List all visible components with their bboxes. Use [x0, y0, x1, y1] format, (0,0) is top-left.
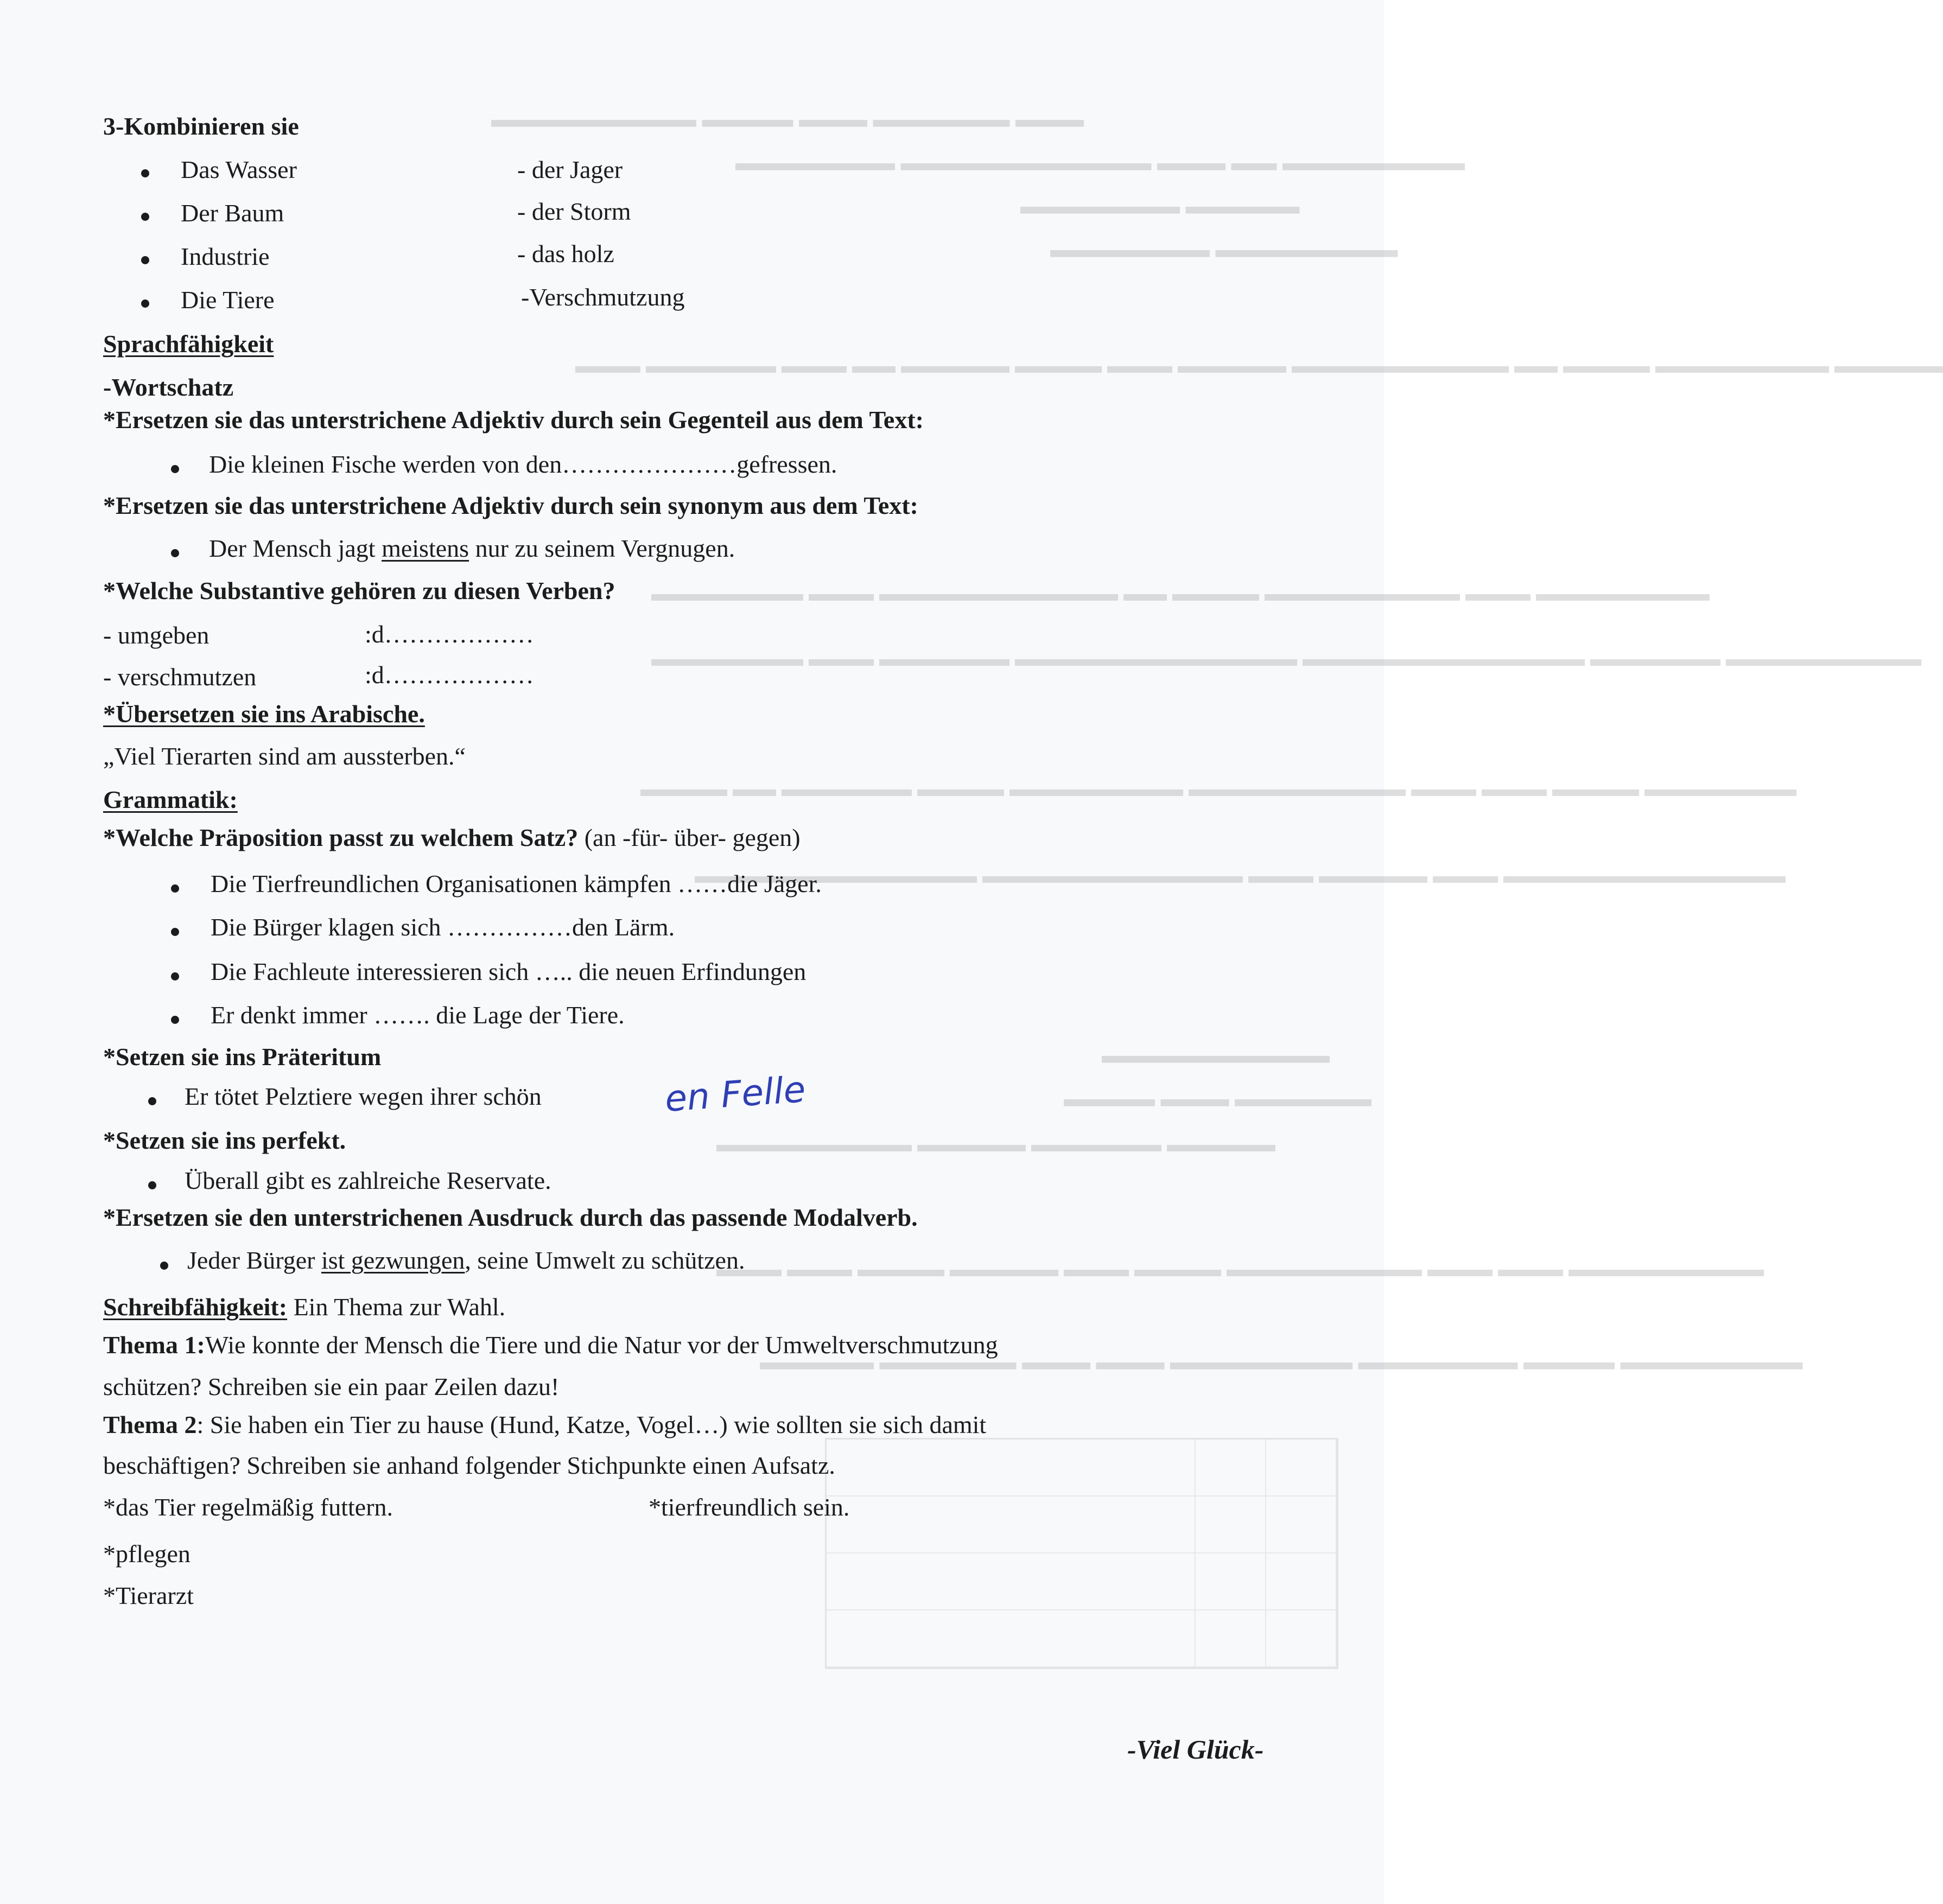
- keyword-point: *das Tier regelmäßig futtern.: [103, 1493, 393, 1521]
- bullet-icon: [141, 256, 149, 264]
- match-left-item: Der Baum: [181, 199, 284, 227]
- match-left-item: Industrie: [181, 243, 270, 270]
- bullet-icon: [171, 549, 179, 557]
- question-translate: *Übersetzen sie ins Arabische.: [103, 700, 425, 728]
- question-item: Die Fachleute interessieren sich ….. die neuen Erfindungen: [211, 958, 807, 985]
- underlined-word: meistens: [382, 534, 469, 562]
- bullet-icon: [141, 169, 149, 177]
- question-modalverb: *Ersetzen sie den unterstrichenen Ausdruck durch das passende Modalverb.: [103, 1203, 918, 1231]
- section-heading-schreib: Schreibfähigkeit: Ein Thema zur Wahl.: [103, 1293, 506, 1321]
- bullet-icon: [171, 465, 179, 473]
- question-perfekt: *Setzen sie ins perfekt.: [103, 1126, 346, 1154]
- show-through-background: ▬▬▬ ▬▬▬▬▬▬ ▬▬▬ ▬▬▬▬ ▬▬▬▬▬▬▬▬▬ ▬▬▬▬▬▬▬▬ ▬▬ ▬▬▬ ▬▬▬▬▬▬▬▬▬▬▬ ▬▬▬▬▬▬▬ ▬▬▬▬▬ ▬▬▬▬▬▬▬ ▬▬▬▬▬▬▬▬ ▬▬▬▬▬▬▬ ▬▬▬▬▬ ▬▬▬▬▬▬▬▬ ▬▬▬▬ ▬▬ ▬▬▬▬▬▬▬▬▬▬ ▬▬▬▬▬ ▬▬▬ ▬▬▬▬ ▬▬▬▬▬ ▬▬ ▬▬▬ ▬▬▬▬▬▬ ▬▬▬ ▬▬▬▬▬▬▬▬ ▬▬▬ ▬▬▬▬▬▬▬▬▬ ▬▬▬▬ ▬▬ ▬▬▬▬▬▬▬▬▬▬▬ ▬▬▬ ▬▬▬▬▬▬▬ ▬▬▬▬▬▬▬▬▬ ▬▬▬▬▬▬ ▬▬▬▬▬▬▬▬▬▬▬▬▬ ▬▬▬▬▬▬▬▬▬▬▬▬▬ ▬▬▬▬▬▬ ▬▬▬ ▬▬▬▬▬▬▬ ▬▬▬▬▬▬▬ ▬▬▬▬ ▬▬▬ ▬▬▬ ▬▬▬▬▬▬▬▬▬▬ ▬▬▬▬▬▬▬▬ ▬▬▬▬ ▬▬▬▬▬▬ ▬▬ ▬▬▬▬ ▬▬▬▬▬▬▬▬▬▬▬▬▬ ▬▬▬ ▬▬▬▬▬ ▬▬▬ ▬▬▬▬▬▬▬▬▬▬▬▬ ▬▬▬▬▬▬▬▬▬▬▬▬▬ ▬▬▬▬▬▬▬▬▬▬ ▬▬▬▬▬▬ ▬▬▬ ▬▬▬▬ ▬▬▬▬▬ ▬▬▬▬▬▬ ▬▬▬▬▬ ▬▬▬▬▬▬▬▬▬ ▬▬▬▬▬▬▬▬▬ ▬▬▬ ▬▬▬ ▬▬▬▬▬▬▬▬▬ ▬▬▬▬ ▬▬▬ ▬▬▬▬▬ ▬▬▬▬ ▬▬▬ ▬▬▬ ▬▬▬▬▬▬▬▬ ▬▬▬▬ ▬▬▬▬▬▬▬ ▬▬▬▬▬▬▬▬ ▬▬▬ ▬▬▬ ▬▬▬▬▬▬ ▬▬▬▬▬: [0, 0, 1384, 1904]
- keyword-point: *pflegen: [103, 1540, 191, 1568]
- bullet-icon: [160, 1262, 168, 1270]
- question-synonym: *Ersetzen sie das unterstrichene Adjektiv durch sein synonym aus dem Text:: [103, 492, 918, 519]
- keyword-point: *tierfreundlich sein.: [649, 1493, 850, 1521]
- match-left-item: Die Tiere: [181, 286, 275, 314]
- match-right-item: -Verschmutzung: [521, 283, 685, 311]
- bullet-icon: [148, 1181, 156, 1189]
- bullet-icon: [171, 1016, 179, 1024]
- section-heading-sprach: Sprachfähigkeit: [103, 330, 274, 358]
- question-nouns: *Welche Substantive gehören zu diesen Verben?: [103, 577, 615, 604]
- question-item: Die Bürger klagen sich ……………den Lärm.: [211, 913, 675, 941]
- section-heading-grammatik: Grammatik:: [103, 786, 238, 813]
- answer-blank: :d………………: [365, 661, 534, 689]
- bullet-icon: [171, 928, 179, 936]
- question-preposition: *Welche Präposition passt zu welchem Satz? (an -für- über- gegen): [103, 824, 801, 851]
- handwritten-answer: en Felle: [663, 1068, 807, 1120]
- question-item: Die Tierfreundlichen Organisationen kämpfen ……die Jäger.: [211, 870, 822, 897]
- thema-1-cont: schützen? Schreiben sie ein paar Zeilen dazu!: [103, 1373, 560, 1400]
- question-item: Der Mensch jagt meistens nur zu seinem Vergnugen.: [209, 534, 735, 562]
- bullet-icon: [141, 300, 149, 308]
- match-right-item: - der Jager: [517, 156, 623, 183]
- question-praeteritum: *Setzen sie ins Präteritum: [103, 1043, 382, 1071]
- bullet-icon: [171, 972, 179, 980]
- question-item: Jeder Bürger ist gezwungen, seine Umwelt zu schützen.: [187, 1246, 745, 1274]
- question-item: Er tötet Pelztiere wegen ihrer schön: [185, 1082, 542, 1110]
- verb-label: - verschmutzen: [103, 663, 257, 691]
- question-item: Überall gibt es zahlreiche Reservate.: [185, 1167, 551, 1194]
- match-right-item: - der Storm: [517, 198, 631, 225]
- closing-wish: -Viel Glück-: [1127, 1734, 1264, 1765]
- subheading-wortschatz: -Wortschatz: [103, 373, 234, 401]
- bullet-icon: [171, 884, 179, 893]
- match-left-item: Das Wasser: [181, 156, 297, 183]
- keyword-point: *Tierarzt: [103, 1582, 194, 1609]
- question-item: Er denkt immer ……. die Lage der Tiere.: [211, 1001, 625, 1029]
- bullet-icon: [141, 213, 149, 221]
- translate-sentence: „Viel Tierarten sind am aussterben.“: [103, 742, 466, 770]
- exercise-title: 3-Kombinieren sie: [103, 112, 299, 140]
- thema-2: Thema 2: Sie haben ein Tier zu hause (Hund, Katze, Vogel…) wie sollten sie sich damit: [103, 1411, 987, 1438]
- underlined-phrase: ist gezwungen: [321, 1246, 465, 1274]
- question-item: Die kleinen Fische werden von den…………………gefressen.: [209, 450, 837, 478]
- match-right-item: - das holz: [517, 240, 614, 268]
- thema-2-cont: beschäftigen? Schreiben sie anhand folgender Stichpunkte einen Aufsatz.: [103, 1451, 835, 1479]
- verb-label: - umgeben: [103, 621, 209, 649]
- bullet-icon: [148, 1097, 156, 1105]
- question-antonym: *Ersetzen sie das unterstrichene Adjektiv durch sein Gegenteil aus dem Text:: [103, 406, 924, 434]
- thema-1: Thema 1:Wie konnte der Mensch die Tiere und die Natur vor der Umweltverschmutzung: [103, 1331, 998, 1359]
- answer-blank: :d………………: [365, 620, 534, 648]
